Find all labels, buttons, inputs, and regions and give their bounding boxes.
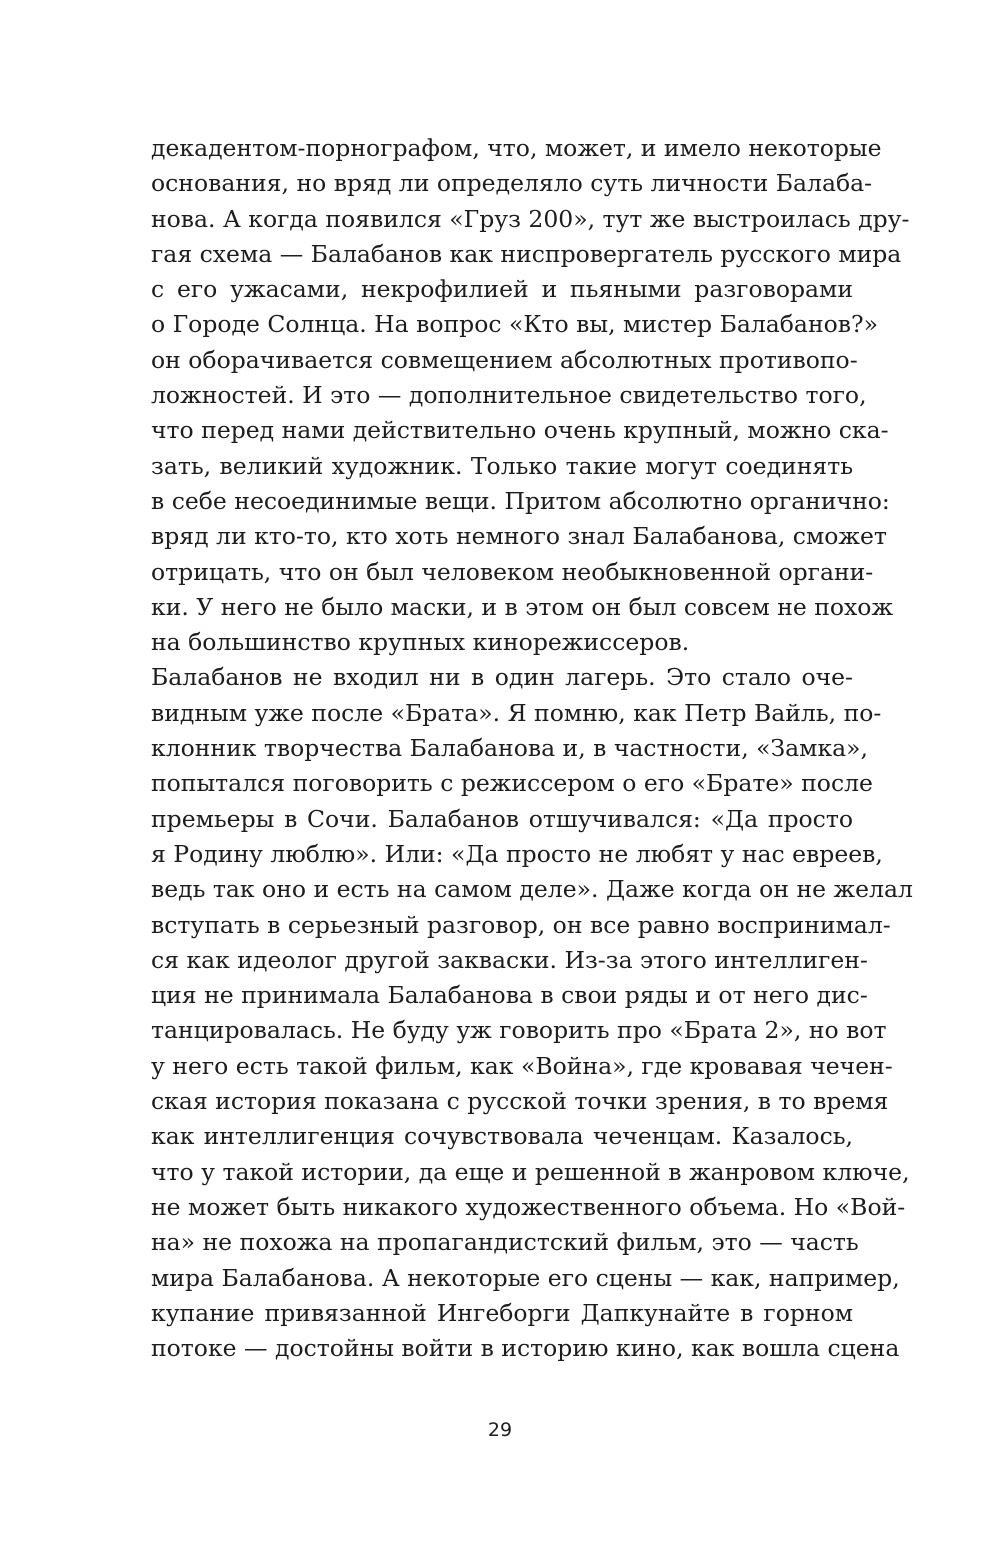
text-line: отрицать, что он был человеком необыкновенной органи- [151,557,874,586]
text-line: ция не принимала Балабанова в свои ряды и от него дис- [151,981,868,1010]
body-text [151,131,913,1366]
text-line: премьеры в Сочи. Балабанов отшучивался: «Да просто [151,804,853,833]
text-line: с его ужасами, некрофилией и пьяными разговорами [151,275,853,304]
text-line: ведь так оно и есть на самом деле». Даже когда он не желал [151,875,913,904]
text-line: не может быть никакого художественного объема. Но «Вой- [151,1192,906,1221]
text-line: вступать в серьезный разговор, он все равно воспринимал- [151,910,891,939]
text-line: ки. У него не было маски, и в этом он был совсем не похож [151,592,894,621]
text-line: о Городе Солнца. На вопрос «Кто вы, мистер Балабанов?» [151,310,878,339]
text-line: декадентом-порнографом, что, может, и имело некоторые [151,134,882,162]
text-line: на» не похожа на пропагандистский фильм, это — часть [151,1228,859,1257]
text-line: у него есть такой фильм, как «Война», где кровавая чечен- [151,1051,893,1080]
text-line: купание привязанной Ингеборги Дапкунайте в горном [151,1298,853,1327]
page-number: 29 [487,1419,513,1441]
text-line: на большинство крупных кинорежиссеров. [151,628,690,657]
text-line: основания, но вряд ли определяло суть личности Балаба- [151,169,873,198]
text-line: видным уже после «Брата». Я помню, как Петр Вайль, по- [151,698,882,727]
text-line: нова. А когда появился «Груз 200», тут же выстроилась дру- [151,204,910,233]
text-line: ложностей. И это — дополнительное свидетельство того, [151,381,867,410]
text-line: гая схема — Балабанов как ниспровергатель русского мира [151,239,902,268]
text-line: попытался поговорить с режиссером о его «Брате» после [151,769,873,798]
text-line: потоке — достойны войти в историю кино, как вошла сцена [151,1334,900,1363]
text-line: вряд ли кто-то, кто хоть немного знал Балабанова, сможет [151,522,887,551]
text-line: он оборачивается совмещением абсолютных противопо- [151,345,858,374]
text-line: мира Балабанова. А некоторые его сцены — как, например, [151,1263,900,1292]
text-line: зать, великий художник. Только такие могут соединять [151,451,853,480]
text-line: ся как идеолог другой закваски. Из-за этого интеллиген- [151,945,868,974]
text-line: Балабанов не входил ни в один лагерь. Это стало оче- [151,663,853,692]
text-line: как интеллигенция сочувствовала чеченцам. Казалось, [151,1122,853,1151]
text-line: я Родину люблю». Или: «Да просто не любят у нас евреев, [151,839,883,868]
text-line: что у такой истории, да еще и решенной в жанровом ключе, [151,1157,910,1186]
text-line: ская история показана с русской точки зрения, в то время [151,1087,889,1116]
text-line: в себе несоединимые вещи. Притом абсолютно органично: [151,486,890,515]
text-line: танцировалась. Не буду уж говорить про «Брата 2», но вот [151,1016,887,1045]
text-line: что перед нами действительно очень крупный, можно ска- [151,416,889,445]
text-line: клонник творчества Балабанова и, в частности, «Замка», [151,734,868,763]
